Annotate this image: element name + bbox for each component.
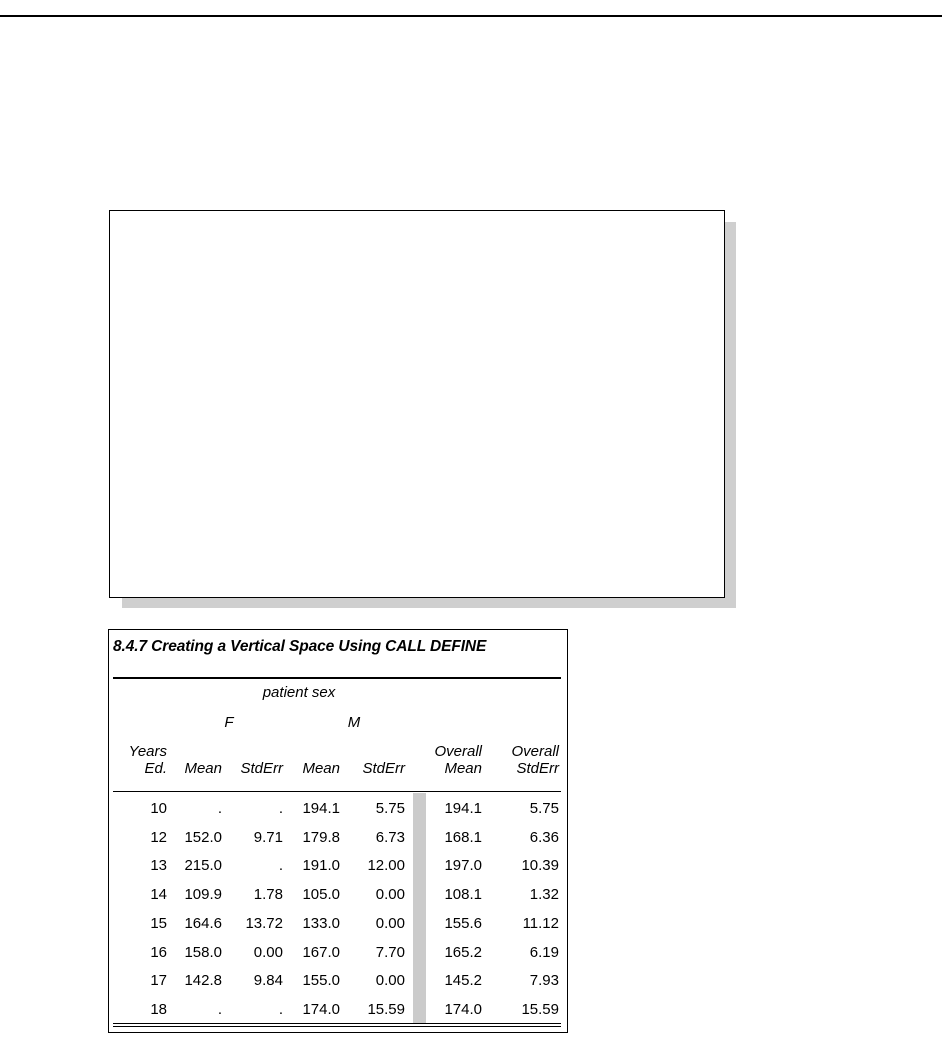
cell-m-mean: 167.0 [302,943,340,961]
cell-overall-stderr: 11.12 [522,914,559,932]
cell-m-mean: 191.0 [302,857,340,875]
cell-overall-mean: 108.1 [444,886,482,904]
header-overall-stderr-line2: StdErr [516,760,559,777]
code-box [109,210,725,598]
table-row [109,965,567,997]
cell-overall-stderr: 1.32 [529,886,559,904]
cell-overall-mean: 194.1 [444,800,482,817]
cell-m-mean: 155.0 [302,972,340,990]
header-years-line2: Ed. [144,760,167,777]
cell-m-stderr: 12.00 [367,857,405,875]
cell-years-ed: 12 [150,828,167,846]
bottom-rule-2 [113,1026,561,1027]
report-title: 8.4.7 Creating a Vertical Space Using CALL DEFINE [113,638,487,655]
cell-m-mean: 174.0 [302,1000,340,1018]
cell-years-ed: 15 [150,914,167,932]
cell-f-stderr: 0.00 [253,943,283,961]
table-row [109,879,567,911]
cell-overall-stderr: 5.75 [529,800,559,817]
cell-m-stderr: 0.00 [375,886,405,904]
cell-overall-mean: 174.0 [444,1000,482,1018]
header-f-mean: Mean [184,760,222,777]
table-row [109,850,567,882]
header-overall-mean-line1: Overall [434,743,482,760]
cell-m-stderr: 7.70 [375,943,405,961]
cell-overall-mean: 197.0 [444,857,482,875]
cell-m-mean: 105.0 [302,886,340,904]
cell-f-mean: . [217,800,222,817]
cell-f-mean: 152.0 [184,828,222,846]
cell-overall-stderr: 15.59 [521,1000,559,1018]
table-row [109,994,567,1026]
group-label-f: F [224,714,234,731]
cell-f-mean: 109.9 [184,886,222,904]
cell-years-ed: 14 [150,886,167,904]
cell-overall-stderr: 6.36 [529,828,559,846]
cell-f-mean: 158.0 [184,943,222,961]
cell-overall-mean: 155.6 [444,914,482,932]
bottom-rule-1 [113,1023,561,1024]
cell-overall-mean: 165.2 [444,943,482,961]
table-row [109,793,567,825]
cell-f-mean: 215.0 [184,857,222,875]
cell-years-ed: 17 [150,972,167,990]
cell-years-ed: 16 [150,943,167,961]
cell-m-stderr: 6.73 [375,828,405,846]
cell-f-stderr: 1.78 [253,886,283,904]
cell-m-stderr: 0.00 [375,972,405,990]
table-row [109,937,567,969]
cell-overall-stderr: 10.39 [521,857,559,875]
header-overall-stderr-line1: Overall [511,743,559,760]
cell-overall-stderr: 6.19 [529,943,559,961]
cell-f-stderr: 13.72 [245,914,283,932]
header-years-line1: Years [128,743,167,760]
cell-years-ed: 13 [150,857,167,875]
cell-overall-mean: 145.2 [444,972,482,990]
cell-f-stderr: . [278,1000,283,1018]
header-f-stderr: StdErr [240,760,283,777]
page-top-rule [0,15,942,17]
header-overall-mean-line2: Mean [444,760,482,777]
group-label-m: M [347,714,361,731]
spanning-header: patient sex [262,684,336,701]
cell-m-mean: 179.8 [302,828,340,846]
cell-f-stderr: 9.84 [253,972,283,990]
table-row [109,908,567,940]
cell-years-ed: 18 [150,1000,167,1018]
cell-m-stderr: 0.00 [375,914,405,932]
cell-f-stderr: . [278,800,283,817]
cell-f-mean: . [217,1000,222,1018]
cell-m-stderr: 5.75 [375,800,405,817]
header-m-mean: Mean [302,760,340,777]
header-rule [113,791,561,792]
cell-overall-stderr: 7.93 [529,972,559,990]
cell-f-mean: 142.8 [184,972,222,990]
cell-m-stderr: 15.59 [367,1000,405,1018]
header-m-stderr: StdErr [362,760,405,777]
title-rule [113,677,561,679]
cell-f-stderr: 9.71 [253,828,283,846]
cell-overall-mean: 168.1 [444,828,482,846]
cell-f-mean: 164.6 [184,914,222,932]
table-row [109,822,567,854]
cell-f-stderr: . [278,857,283,875]
cell-m-mean: 133.0 [302,914,340,932]
cell-years-ed: 10 [150,800,167,817]
report-output [108,629,568,1033]
cell-m-mean: 194.1 [302,800,340,817]
